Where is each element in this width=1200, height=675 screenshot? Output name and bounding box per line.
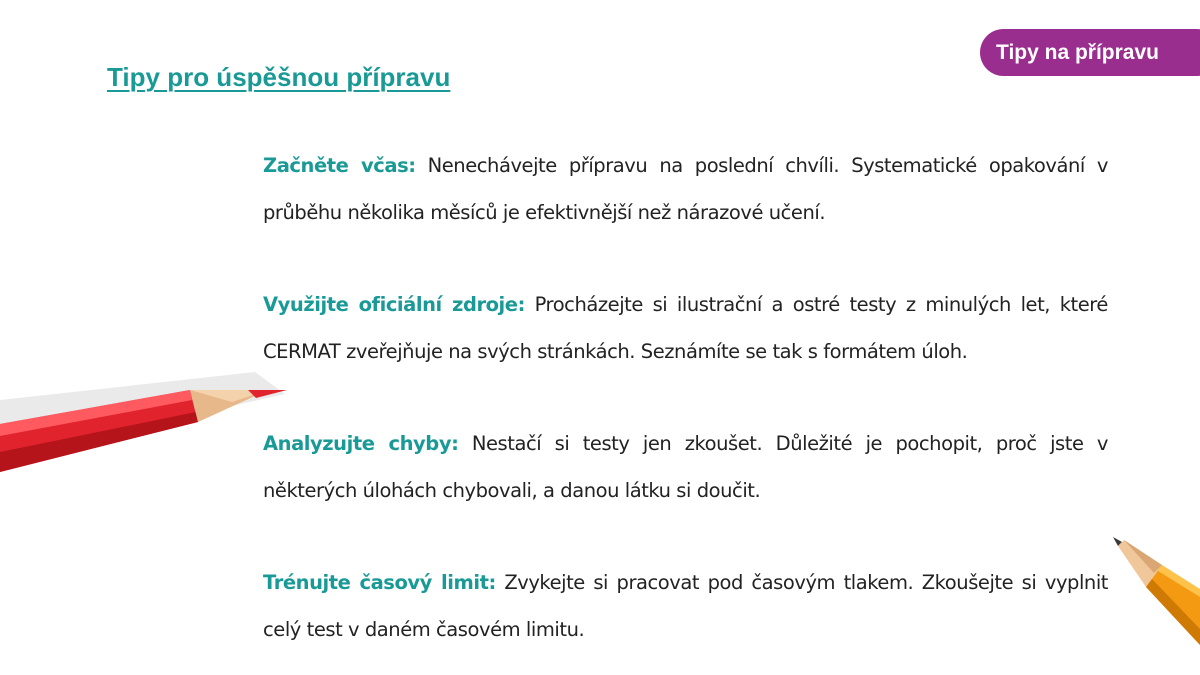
section-badge: Tipy na přípravu bbox=[980, 29, 1200, 76]
tip-item bbox=[263, 559, 1108, 653]
tip-text: Procházejte si ilustrační a ostré testy z minulých let, které CERMAT zveřejňuje na svých stránkách. Seznámíte se tak s formátem úloh. bbox=[263, 293, 1108, 363]
tip-item bbox=[263, 281, 1108, 375]
tip-text: Zvykejte si pracovat pod časovým tlakem. Zkoušejte si vyplnit celý test v daném časovém limitu. bbox=[263, 571, 1109, 641]
tip-text: Nenechávejte přípravu na poslední chvíli. Systematické opakování v průběhu několika měsíců je efektivnější než nárazové učení. bbox=[263, 154, 1108, 224]
tip-heading: Analyzujte chyby: bbox=[263, 432, 459, 455]
tip-item bbox=[263, 142, 1108, 236]
tip-heading: Využijte oficiální zdroje: bbox=[263, 293, 525, 316]
red-pencil-icon bbox=[0, 360, 300, 490]
tip-heading: Začněte včas: bbox=[263, 154, 416, 177]
tip-item bbox=[263, 420, 1108, 514]
page-title: Tipy pro úspěšnou přípravu bbox=[107, 62, 451, 92]
tip-text: Nestačí si testy jen zkoušet. Důležité je pochopit, proč jste v některých úlohách chybovali, a danou látku si doučit. bbox=[263, 432, 1109, 502]
orange-pencil-icon bbox=[1100, 525, 1200, 675]
tip-heading: Trénujte časový limit: bbox=[263, 571, 496, 594]
tips-list bbox=[263, 142, 1108, 653]
